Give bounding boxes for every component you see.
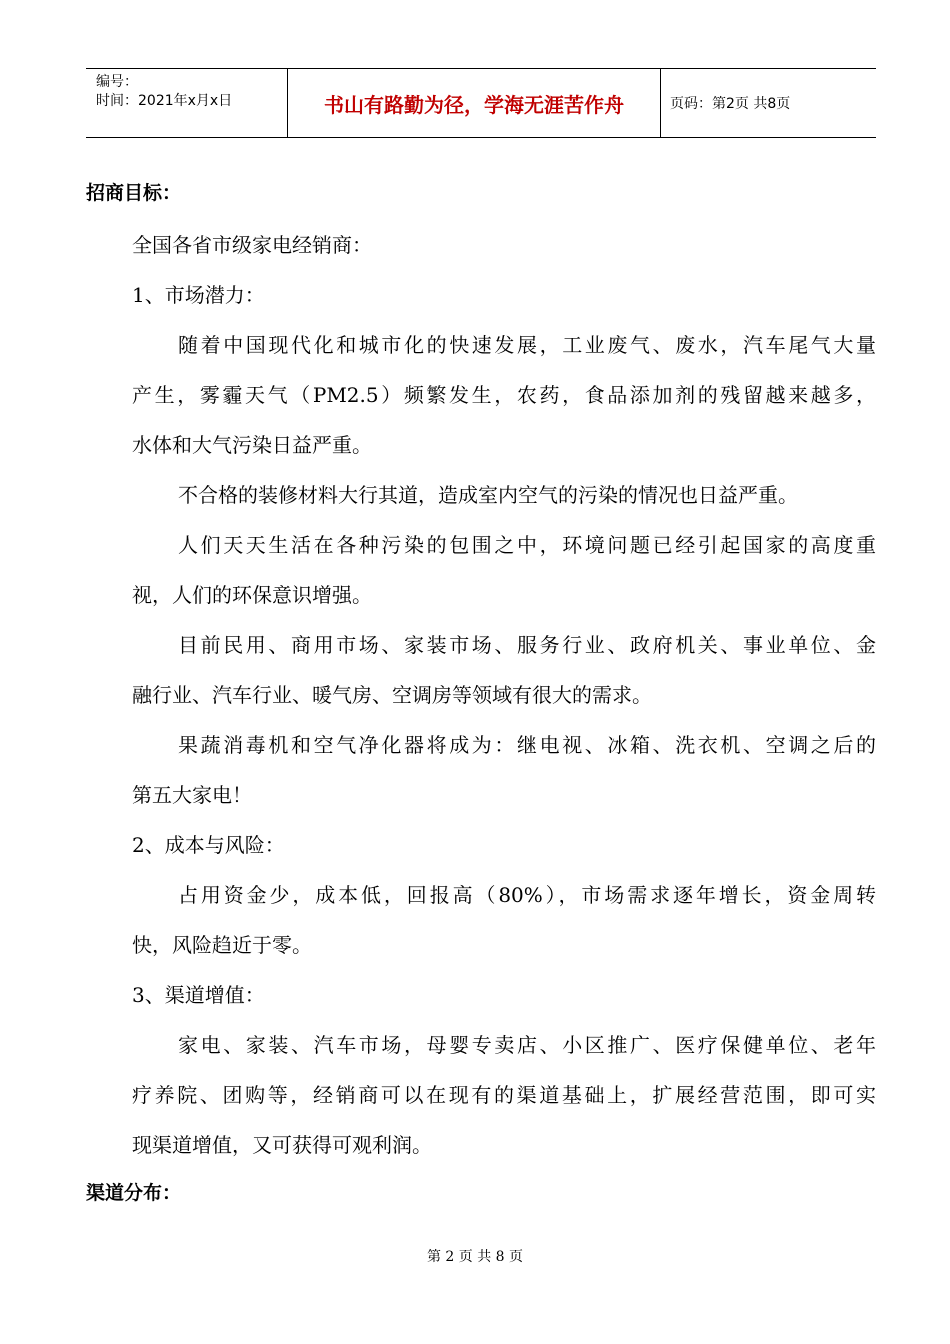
p1-line-1: 随着中国现代化和城市化的快速发展，工业废气、废水，汽车尾气大量 — [178, 333, 876, 357]
header-page-info: 页码：第2页 共8页 — [670, 96, 791, 112]
header-motto: 书山有路勤为径，学海无涯苦作舟 — [287, 69, 661, 137]
page-footer: 第 2 页 共 8 页 — [426, 1249, 524, 1265]
p7-line-2: 疗养院、团购等，经销商可以在现有的渠道基础上，扩展经营范围，即可实 — [132, 1083, 876, 1107]
p7-line-1: 家电、家装、汽车市场，母婴专卖店、小区推广、医疗保健单位、老年 — [178, 1033, 876, 1057]
number-label: 编号： — [96, 74, 138, 90]
p4-line-2: 融行业、汽车行业、暖气房、空调房等领域有很大的需求。 — [132, 683, 652, 707]
p6-line-1: 占用资金少，成本低，回报高（80%），市场需求逐年增长，资金周转 — [178, 883, 876, 907]
p1-line-2: 产生，雾霾天气（PM2.5）频繁发生，农药，食品添加剂的残留越来越多， — [132, 383, 876, 407]
p5-line-2: 第五大家电！ — [132, 783, 252, 807]
item1-title: 1、市场潜力： — [132, 283, 265, 307]
p4-line-1: 目前民用、商用市场、家装市场、服务行业、政府机关、事业单位、金 — [178, 633, 876, 657]
intro-line: 全国各省市级家电经销商： — [132, 233, 372, 257]
p2-line: 不合格的装修材料大行其道，造成室内空气的污染的情况也日益严重。 — [178, 483, 798, 507]
header-meta — [86, 69, 286, 137]
item2-title: 2、成本与风险： — [132, 833, 285, 857]
p7-line-3: 现渠道增值，又可获得可观利润。 — [132, 1133, 432, 1157]
page-header — [86, 68, 876, 138]
p5-line-1: 果蔬消毒机和空气净化器将成为：继电视、冰箱、洗衣机、空调之后的 — [178, 733, 876, 757]
section-title-recruitment-goal: 招商目标： — [86, 182, 182, 204]
p1-line-3: 水体和大气污染日益严重。 — [132, 433, 372, 457]
time-label: 时间：2021年x月x日 — [96, 93, 233, 109]
p3-line-2: 视，人们的环保意识增强。 — [132, 583, 372, 607]
section-title-channel-distribution: 渠道分布： — [86, 1182, 182, 1204]
p3-line-1: 人们天天生活在各种污染的包围之中，环境问题已经引起国家的高度重 — [178, 533, 876, 557]
item3-title: 3、渠道增值： — [132, 983, 265, 1007]
p6-line-2: 快，风险趋近于零。 — [132, 933, 312, 957]
